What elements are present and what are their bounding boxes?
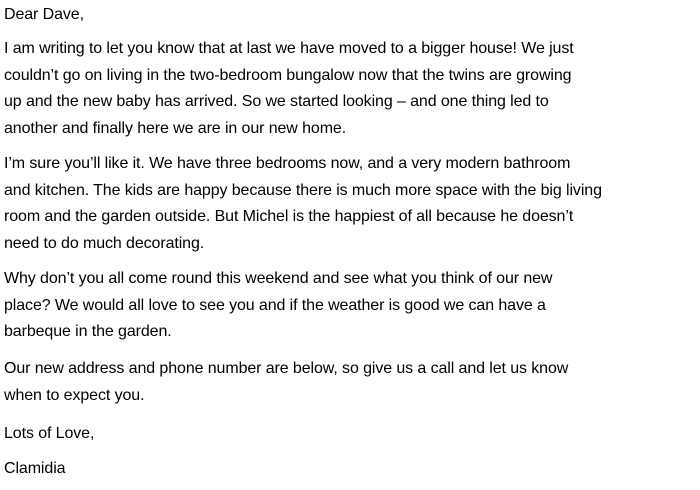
paragraph-line: barbeque in the garden. (4, 323, 172, 340)
paragraph-2 (4, 151, 696, 257)
paragraph-line: room and the garden outside. But Michel is the happiest of all because he doesn’t (4, 208, 574, 225)
paragraph-4 (4, 356, 696, 409)
paragraph-line: Why don’t you all come round this weekend and see what you think of our new (4, 270, 553, 287)
paragraph-line: Our new address and phone number are below, so give us a call and let us know (4, 360, 569, 377)
paragraph-line: couldn’t go on living in the two-bedroom bungalow now that the twins are growing (4, 66, 572, 84)
paragraph-line: up and the new baby has arrived. So we started looking – and one thing led to (4, 93, 549, 110)
salutation: Dear Dave, (4, 6, 84, 23)
paragraph-line: I’m sure you’ll like it. We have three bedrooms now, and a very modern bathroom (4, 155, 571, 172)
paragraph-line: I am writing to let you know that at last we have moved to a bigger house! We just (4, 40, 574, 57)
signature: Clamidia (4, 460, 66, 477)
paragraph-line: and kitchen. The kids are happy because there is much more space with the big living (4, 181, 602, 199)
paragraph-line: place? We would all love to see you and if the weather is good we can have a (4, 296, 546, 314)
paragraph-line: need to do much decorating. (4, 234, 205, 252)
paragraph-1 (4, 36, 696, 142)
paragraph-3 (4, 266, 696, 346)
closing: Lots of Love, (4, 425, 95, 442)
paragraph-line: when to expect you. (4, 386, 145, 404)
paragraph-line: another and finally here we are in our new home. (4, 119, 347, 137)
